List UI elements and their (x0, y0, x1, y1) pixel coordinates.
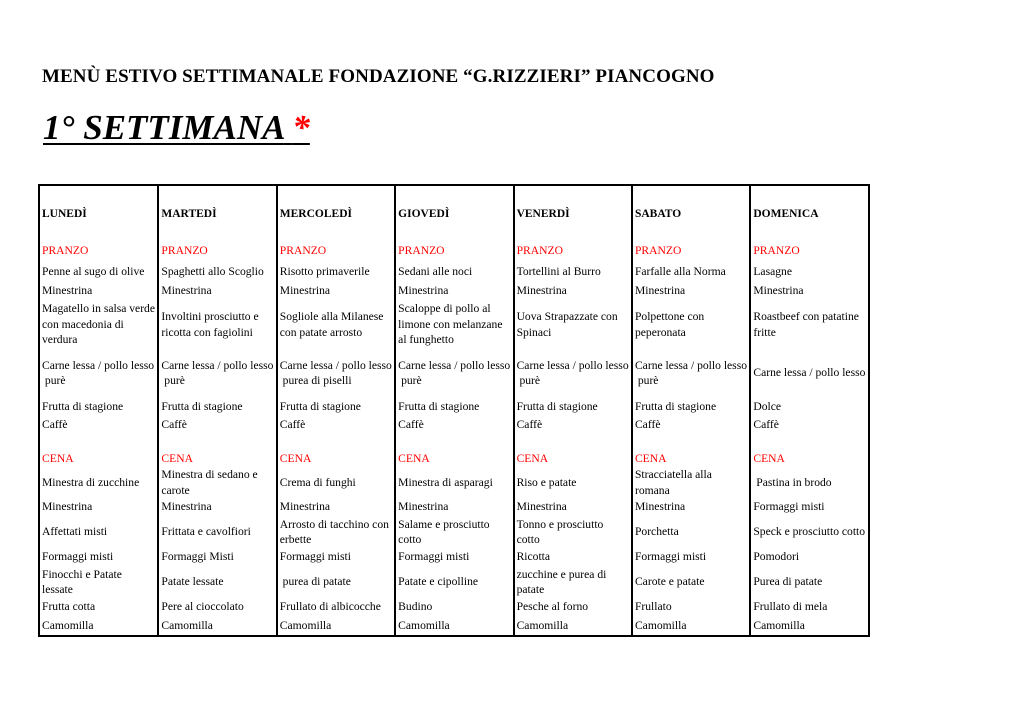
menu-cell: Camomilla (514, 616, 632, 635)
menu-cell: CENA (514, 450, 632, 467)
menu-cell: Carne lessa / pollo lesso purè (395, 348, 513, 398)
menu-cell: Sedani alle noci (395, 263, 513, 281)
table-row (40, 301, 868, 348)
menu-cell: PRANZO (158, 239, 276, 263)
menu-cell: PRANZO (395, 239, 513, 263)
menu-cell: Frutta di stagione (40, 398, 158, 416)
menu-cell: Arrosto di tacchino con erbette (277, 516, 395, 548)
menu-cell: Roastbeef con patatine fritte (753, 310, 859, 339)
menu-cell: MERCOLEDÌ (277, 186, 395, 239)
menu-cell: Minestrina (395, 498, 513, 516)
menu-cell: Caffè (395, 416, 513, 433)
menu-cell: PRANZO (277, 239, 395, 263)
menu-cell: Patate lessate (158, 566, 276, 598)
menu-cell: Carne lessa / pollo lesso purè (514, 348, 632, 398)
menu-cell: Frutta di stagione (158, 398, 276, 416)
table-row (40, 566, 868, 598)
menu-cell: PRANZO (514, 239, 632, 263)
menu-cell: Dolce (753, 400, 782, 414)
menu-cell: CENA (632, 450, 750, 467)
menu-cell: Porchetta (632, 516, 750, 548)
weekly-menu-table (38, 184, 870, 637)
menu-cell: Carne lessa / pollo lesso purè (158, 348, 276, 398)
table-row (40, 348, 868, 398)
menu-cell: PRANZO (40, 239, 158, 263)
table-row (40, 281, 868, 301)
menu-cell: CENA (395, 450, 513, 467)
menu-cell: GIOVEDÌ (395, 186, 513, 239)
menu-cell: VENERDÌ (514, 186, 632, 239)
menu-cell: Camomilla (753, 618, 805, 632)
week-heading (43, 108, 310, 148)
menu-cell: Carne lessa / pollo lesso purè (40, 348, 158, 398)
menu-cell: Frutta di stagione (514, 398, 632, 416)
table-row (40, 398, 868, 416)
menu-cell: Caffè (753, 417, 779, 431)
menu-cell: Frutta di stagione (632, 398, 750, 416)
table-row (40, 498, 868, 516)
menu-cell: Pere al cioccolato (158, 598, 276, 616)
menu-cell: Budino (395, 598, 513, 616)
menu-cell: Minestrina (277, 498, 395, 516)
menu-cell: Minestrina (632, 498, 750, 516)
menu-cell: Pesche al forno (514, 598, 632, 616)
menu-cell: Formaggi misti (40, 548, 158, 566)
menu-cell: Affettati misti (40, 516, 158, 548)
menu-cell: CENA (40, 450, 158, 467)
menu-cell: Sogliole alla Milanese con patate arrosto (277, 301, 395, 348)
menu-cell: Minestrina (514, 281, 632, 301)
menu-cell: Salame e prosciutto cotto (395, 516, 513, 548)
menu-cell: Lasagne (753, 265, 792, 279)
menu-cell: Camomilla (277, 616, 395, 635)
menu-cell: Frutta di stagione (277, 398, 395, 416)
menu-cell: Formaggi misti (395, 548, 513, 566)
menu-cell: PRANZO (753, 244, 800, 258)
menu-cell: Camomilla (158, 616, 276, 635)
table-row (40, 263, 868, 281)
menu-cell: Risotto primaverile (277, 263, 395, 281)
table-row (40, 548, 868, 566)
menu-cell: CENA (753, 451, 785, 465)
menu-cell: SABATO (632, 186, 750, 239)
menu-cell: Polpettone con peperonata (632, 301, 750, 348)
menu-cell: Minestrina (277, 281, 395, 301)
menu-cell: Magatello in salsa verde con macedonia di verdura (40, 301, 158, 348)
menu-cell: Crema di funghi (277, 467, 395, 498)
menu-cell: Minestra di asparagi (395, 467, 513, 498)
menu-cell: Carne lessa / pollo lesso purè (632, 348, 750, 398)
menu-cell: Involtini prosciutto e ricotta con fagiolini (158, 301, 276, 348)
menu-cell: Spaghetti allo Scoglio (158, 263, 276, 281)
menu-cell: Minestrina (514, 498, 632, 516)
menu-cell: Carne lessa / pollo lesso purea di piselli (277, 348, 395, 398)
menu-cell: Carote e patate (632, 566, 750, 598)
menu-cell: Caffè (158, 416, 276, 433)
menu-cell: zucchine e purea di patate (514, 566, 632, 598)
menu-cell: Minestrina (40, 281, 158, 301)
menu-cell: Tortellini al Burro (514, 263, 632, 281)
menu-cell: Minestrina (158, 498, 276, 516)
menu-cell: Minestra di sedano e carote (158, 467, 276, 498)
menu-cell: Frullato di albicocche (277, 598, 395, 616)
menu-cell: Tonno e prosciutto cotto (514, 516, 632, 548)
table-row (40, 467, 868, 498)
menu-cell: LUNEDÌ (40, 186, 158, 239)
table-row (40, 516, 868, 548)
spacer-row (40, 433, 868, 450)
menu-cell: Minestrina (632, 281, 750, 301)
menu-cell: Camomilla (632, 616, 750, 635)
menu-cell: Camomilla (40, 616, 158, 635)
menu-cell: Frutta di stagione (395, 398, 513, 416)
menu-cell: Caffè (514, 416, 632, 433)
menu-cell: Patate e cipolline (395, 566, 513, 598)
menu-cell: Finocchi e Patate lessate (40, 566, 158, 598)
menu-cell: Pomodori (753, 550, 800, 564)
menu-cell: Caffè (632, 416, 750, 433)
menu-cell: Speck e prosciutto cotto (753, 525, 866, 539)
menu-cell: purea di patate (277, 566, 395, 598)
menu-cell: Riso e patate (514, 467, 632, 498)
table-row (40, 416, 868, 433)
menu-cell: Minestrina (395, 281, 513, 301)
menu-cell: Stracciatella alla romana (632, 467, 750, 498)
table-row (40, 616, 868, 635)
menu-cell: Frittata e cavolfiori (158, 516, 276, 548)
menu-cell: PRANZO (632, 239, 750, 263)
menu-cell: Formaggi Misti (158, 548, 276, 566)
menu-cell: Carne lessa / pollo lesso (753, 366, 866, 380)
week-label: 1° SETTIMANA (43, 108, 284, 147)
menu-cell: Formaggi misti (277, 548, 395, 566)
menu-cell: Scaloppe di pollo al limone con melanzane al funghetto (395, 301, 513, 348)
menu-cell: Minestrina (753, 284, 804, 298)
menu-cell: Minestrina (158, 281, 276, 301)
menu-cell: Caffè (277, 416, 395, 433)
menu-cell: Frullato di mela (753, 600, 828, 614)
menu-title: MENÙ ESTIVO SETTIMANALE FONDAZIONE “G.RIZZIERI” PIANCOGNO (42, 66, 715, 87)
lunch-header-row (40, 239, 868, 263)
menu-cell: Farfalle alla Norma (632, 263, 750, 281)
menu-cell: Uova Strapazzate con Spinaci (514, 301, 632, 348)
menu-cell: Pastina in brodo (753, 475, 832, 489)
menu-cell: CENA (158, 450, 276, 467)
asterisk-mark: * (292, 108, 310, 147)
menu-cell: Frullato (632, 598, 750, 616)
day-header-row (40, 186, 868, 239)
menu-cell: Minestra di zucchine (40, 467, 158, 498)
menu-cell: Ricotta (514, 548, 632, 566)
menu-cell: Formaggi misti (632, 548, 750, 566)
menu-cell: DOMENICA (753, 207, 819, 220)
dinner-header-row (40, 450, 868, 467)
table-row (40, 598, 868, 616)
menu-cell: Camomilla (395, 616, 513, 635)
menu-cell: Purea di patate (753, 575, 823, 589)
menu-cell: Caffè (40, 416, 158, 433)
menu-cell: Minestrina (40, 498, 158, 516)
menu-cell: CENA (277, 450, 395, 467)
menu-cell: Penne al sugo di olive (40, 263, 158, 281)
menu-cell: Formaggi misti (753, 500, 825, 514)
menu-cell: MARTEDÌ (158, 186, 276, 239)
menu-cell: Frutta cotta (40, 598, 158, 616)
